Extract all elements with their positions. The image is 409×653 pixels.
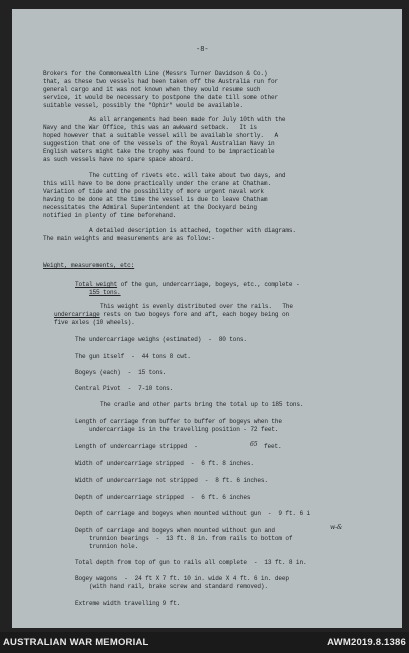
page-number: -8- [196, 46, 209, 54]
text-line: Length of undercarriage stripped - [75, 443, 198, 450]
text-line: Total depth from top of gun to rails all complete - 13 ft. 8 in. [75, 559, 307, 566]
text-line: Depth of carriage and bogeys when mounted without gun and [75, 527, 275, 534]
text-line: (with hand rail, brake screw and standard removed). [89, 583, 268, 590]
text-line: trunnion hole. [89, 543, 139, 550]
text-line: Extreme width travelling 9 ft. [75, 600, 181, 607]
text-line: suitable vessel, possibly the "Ophir" would be available. [43, 102, 243, 109]
handwritten-annotation: 65 [250, 441, 258, 448]
text-line: Length of carriage from buffer to buffer of bogeys when the [75, 418, 282, 425]
text-line: The undercarriage weighs (estimated) - 80 tons. [75, 336, 247, 343]
text-line: The gun itself - 44 tons 8 cwt. [75, 353, 191, 360]
text-line: Variation of tide and the possibility of more urgent naval work [43, 188, 264, 195]
text-line: Bogeys (each) - 15 tons. [75, 369, 167, 376]
text-line: Bogey wagons - 24 ft X 7 ft. 10 in. wide X 4 ft. 6 in. deep [75, 575, 289, 582]
document-page [12, 9, 402, 628]
text-line: Total weight of the gun, undercarriage, bogeys, etc., complete - [75, 281, 300, 288]
text-line: having to be done at the time the vessel is due to leave Chatham [43, 196, 268, 203]
archive-footer [0, 632, 409, 653]
text-line: undercarriage rests on two bogeys fore and aft, each bogey being on [54, 311, 289, 318]
text-line: Brokers for the Commonwealth Line (Messrs Turner Davidson & Co.) [43, 70, 268, 77]
text-line: The cradle and other parts bring the total up to 185 tons. [100, 401, 304, 408]
footer-institution: AUSTRALIAN WAR MEMORIAL [3, 637, 149, 648]
handwritten-annotation: w-& [330, 524, 343, 531]
text-line: This weight is evenly distributed over the rails. The [100, 303, 293, 310]
text-line: undercarriage is in the travelling position - 72 feet. [89, 426, 279, 433]
text-line: Depth of carriage and bogeys when mounted without gun - 9 ft. 6 i [75, 510, 310, 517]
text-line: five axles (10 wheels). [54, 319, 135, 326]
text-line: Central Pivot - 7-10 tons. [75, 385, 174, 392]
text-line: notified in plenty of time beforehand. [43, 212, 177, 219]
text-line: general cargo and it was not known when they would resume such [43, 86, 261, 93]
text-line: feet. [264, 443, 282, 450]
text-line: 155 tons. [89, 289, 121, 296]
text-line: As all arrangements had been made for July 10th with the [89, 116, 286, 123]
text-line: Depth of undercarriage stripped - 6 ft. 6 inches [75, 494, 251, 501]
text-line: Width of undercarriage stripped - 6 ft. 8 inches. [75, 460, 254, 467]
text-line: The main weights and measurements are as follow:- [43, 235, 215, 242]
text-line: service, it would be necessary to postpone the date till some other [43, 94, 278, 101]
text-line: this will have to be done practically under the crane at Chatham. [43, 180, 271, 187]
text-line: Navy and the War Office, this was an awkward setback. It is [43, 124, 257, 131]
footer-accession-number: AWM2019.8.1386 [327, 637, 406, 648]
text-line: English waters might take the trophy was found to be impracticable [43, 148, 275, 155]
text-line: hoped however that a suitable vessel will be available shortly. A [43, 132, 278, 139]
text-line: Width of undercarriage not stripped - 8 ft. 6 inches. [75, 477, 268, 484]
text-line: The cutting of rivets etc. will take about two days, and [89, 172, 286, 179]
text-line: trunnion bearings - 13 ft. 8 in. from rails to bottom of [89, 535, 293, 542]
text-line: A detailed description is attached, together with diagrams. [89, 227, 296, 234]
text-line: as such vessels have no spare space aboard. [43, 156, 194, 163]
text-line: necessitates the Admiral Superintendent at the Dockyard being [43, 204, 257, 211]
text-line: suggestion that one of the vessels of the Royal Australian Navy in [43, 140, 275, 147]
text-line: that, as these two vessels had been taken off the Australia run for [43, 78, 278, 85]
text-line: Weight, measurements, etc: [43, 262, 135, 269]
